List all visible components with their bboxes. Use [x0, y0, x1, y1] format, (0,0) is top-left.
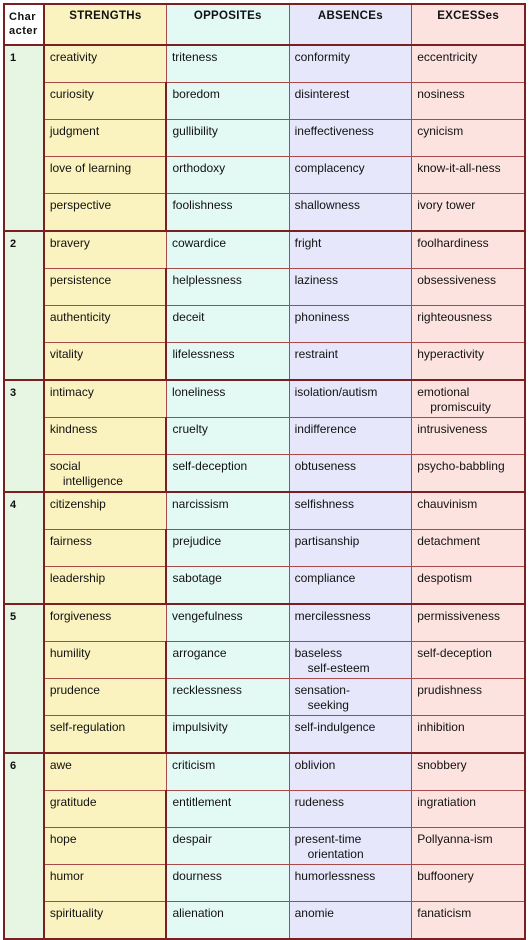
absence-cell	[289, 194, 412, 232]
excess-cell-text: know-it-all-ness	[417, 161, 501, 175]
excess-cell-text: psycho-babbling	[417, 459, 505, 473]
strength-cell	[44, 679, 167, 716]
absences-column-header: ABSENCEs	[289, 4, 412, 45]
opposite-cell-text: arrogance	[172, 646, 227, 660]
excesses-column-header: EXCESSes	[412, 4, 525, 45]
absence-cell	[289, 828, 412, 865]
strength-cell-text: intelligence	[62, 474, 123, 488]
excess-cell-text: inhibition	[417, 720, 465, 734]
excess-cell	[412, 306, 525, 343]
strength-cell	[44, 418, 167, 455]
strength-cell-text: authenticity	[49, 310, 111, 324]
table-row	[4, 343, 525, 381]
absence-cell	[289, 418, 412, 455]
table-body	[4, 45, 525, 939]
strength-cell	[44, 231, 167, 269]
character-group-number: 5	[4, 604, 44, 753]
excess-cell	[412, 380, 525, 418]
absence-cell-text: orientation	[307, 847, 364, 861]
absence-cell-text: obtuseness	[294, 459, 356, 473]
opposite-cell-text: despair	[172, 832, 212, 846]
table-row	[4, 828, 525, 865]
excess-cell-text: cynicism	[417, 124, 464, 138]
excess-cell	[412, 902, 525, 940]
excess-cell	[412, 716, 525, 754]
excess-cell	[412, 45, 525, 83]
opposite-cell	[166, 530, 289, 567]
table-row	[4, 530, 525, 567]
strength-cell	[44, 194, 167, 232]
excess-cell	[412, 120, 525, 157]
opposite-cell	[166, 455, 289, 493]
strength-cell	[44, 604, 167, 642]
absence-cell-text: humorlessness	[294, 869, 376, 883]
absence-cell-text: mercilessness	[294, 609, 371, 623]
absence-cell-text: baseless	[294, 646, 342, 660]
character-group-number: 4	[4, 492, 44, 604]
excess-cell	[412, 455, 525, 493]
excess-cell-text: righteousness	[417, 310, 492, 324]
absence-cell-text: shallowness	[294, 198, 360, 212]
absence-cell	[289, 83, 412, 120]
table-row	[4, 231, 525, 269]
strength-cell	[44, 157, 167, 194]
opposite-cell-text: narcissism	[171, 497, 229, 511]
absence-cell-text: conformity	[294, 50, 350, 64]
excess-cell-text: despotism	[417, 571, 472, 585]
strength-cell-text: social	[49, 459, 81, 473]
strength-cell-text: persistence	[49, 273, 112, 287]
opposite-cell-text: dourness	[172, 869, 222, 883]
absence-cell	[289, 269, 412, 306]
table-row	[4, 157, 525, 194]
character-group-number: 1	[4, 45, 44, 231]
absence-cell-text: fright	[294, 236, 322, 250]
excess-cell-text: eccentricity	[417, 50, 478, 64]
absence-cell-text: oblivion	[294, 758, 336, 772]
strength-cell	[44, 791, 167, 828]
absence-cell	[289, 791, 412, 828]
absence-cell	[289, 567, 412, 605]
absence-cell-text: partisanship	[294, 534, 360, 548]
character-column-header: Char acter	[4, 4, 44, 45]
strength-cell-text: gratitude	[49, 795, 97, 809]
strength-cell-text: hope	[49, 832, 77, 846]
opposite-cell-text: alienation	[172, 906, 224, 920]
excess-cell	[412, 865, 525, 902]
opposite-cell	[166, 753, 289, 791]
excess-cell	[412, 157, 525, 194]
opposite-cell	[166, 791, 289, 828]
opposite-cell	[166, 83, 289, 120]
strength-cell	[44, 83, 167, 120]
absence-cell-text: self-esteem	[307, 661, 370, 675]
character-group-number: 6	[4, 753, 44, 939]
excess-cell-text: Pollyanna-ism	[417, 832, 493, 846]
opposite-cell	[166, 269, 289, 306]
strength-cell	[44, 530, 167, 567]
excess-cell-text: permissiveness	[417, 609, 500, 623]
strength-cell-text: kindness	[49, 422, 98, 436]
strength-cell-text: self-regulation	[49, 720, 126, 734]
excess-cell-text: prudishness	[417, 683, 482, 697]
excess-cell-text: emotional	[417, 385, 470, 399]
table-row	[4, 120, 525, 157]
absence-cell	[289, 45, 412, 83]
opposite-cell-text: recklessness	[172, 683, 242, 697]
absence-cell	[289, 716, 412, 754]
strength-cell-text: humor	[49, 869, 84, 883]
strength-cell	[44, 455, 167, 493]
opposite-cell-text: vengefulness	[171, 609, 243, 623]
opposite-cell	[166, 865, 289, 902]
excess-cell-text: promiscuity	[430, 400, 491, 414]
opposite-cell	[166, 194, 289, 232]
opposite-cell-text: triteness	[171, 50, 218, 64]
excess-cell-text: buffoonery	[417, 869, 474, 883]
absence-cell-text: rudeness	[294, 795, 344, 809]
opposite-cell-text: impulsivity	[172, 720, 228, 734]
excess-cell-text: ivory tower	[417, 198, 476, 212]
excess-cell	[412, 231, 525, 269]
table-row	[4, 642, 525, 679]
strength-cell-text: intimacy	[49, 385, 94, 399]
opposite-cell-text: lifelessness	[172, 347, 235, 361]
absence-cell	[289, 902, 412, 940]
opposite-cell	[166, 157, 289, 194]
absence-cell-text: restraint	[294, 347, 338, 361]
opposite-cell-text: sabotage	[172, 571, 222, 585]
absence-cell-text: selfishness	[294, 497, 354, 511]
table-row	[4, 716, 525, 754]
strength-cell	[44, 716, 167, 754]
strength-cell	[44, 120, 167, 157]
excess-cell-text: foolhardiness	[417, 236, 489, 250]
opposite-cell-text: orthodoxy	[172, 161, 226, 175]
absence-cell	[289, 343, 412, 381]
table-row	[4, 679, 525, 716]
table-row	[4, 418, 525, 455]
excess-cell-text: intrusiveness	[417, 422, 488, 436]
opposite-cell-text: cruelty	[172, 422, 208, 436]
opposite-cell	[166, 902, 289, 940]
opposite-cell-text: boredom	[172, 87, 220, 101]
table-row	[4, 753, 525, 791]
strength-cell-text: perspective	[49, 198, 112, 212]
opposite-cell	[166, 231, 289, 269]
strength-cell	[44, 902, 167, 940]
absence-cell	[289, 306, 412, 343]
absence-cell	[289, 642, 412, 679]
strength-cell	[44, 642, 167, 679]
absence-cell	[289, 604, 412, 642]
excess-cell-text: snobbery	[417, 758, 467, 772]
excess-cell-text: ingratiation	[417, 795, 476, 809]
opposite-cell-text: gullibility	[172, 124, 218, 138]
excess-cell	[412, 83, 525, 120]
excess-cell-text: nosiness	[417, 87, 465, 101]
absence-cell-text: phoniness	[294, 310, 350, 324]
absence-cell	[289, 380, 412, 418]
strength-cell-text: judgment	[49, 124, 100, 138]
opposite-cell-text: foolishness	[172, 198, 233, 212]
excess-cell-text: fanaticism	[417, 906, 472, 920]
strength-cell	[44, 753, 167, 791]
excess-cell	[412, 642, 525, 679]
strength-cell-text: creativity	[49, 50, 98, 64]
table-row	[4, 604, 525, 642]
absence-cell-text: seeking	[307, 698, 349, 712]
table-row	[4, 902, 525, 940]
table-row	[4, 306, 525, 343]
opposite-cell	[166, 642, 289, 679]
table-row	[4, 269, 525, 306]
opposite-cell	[166, 492, 289, 530]
opposite-cell-text: self-deception	[172, 459, 248, 473]
strength-cell-text: spirituality	[49, 906, 104, 920]
excess-cell-text: self-deception	[417, 646, 492, 660]
absence-cell-text: anomie	[294, 906, 334, 920]
excess-cell	[412, 269, 525, 306]
excess-cell	[412, 194, 525, 232]
absence-cell	[289, 231, 412, 269]
absence-cell	[289, 865, 412, 902]
absence-cell	[289, 679, 412, 716]
excess-cell	[412, 492, 525, 530]
strength-cell-text: citizenship	[49, 497, 106, 511]
absence-cell	[289, 120, 412, 157]
opposite-cell-text: entitlement	[172, 795, 232, 809]
opposite-cell	[166, 343, 289, 381]
strength-cell-text: leadership	[49, 571, 106, 585]
table-row	[4, 380, 525, 418]
table-row	[4, 194, 525, 232]
table-row	[4, 567, 525, 605]
strengths-column-header: STRENGTHs	[44, 4, 167, 45]
opposite-cell-text: helplessness	[172, 273, 242, 287]
strength-cell-text: humility	[49, 646, 91, 660]
excess-cell	[412, 418, 525, 455]
opposite-cell	[166, 567, 289, 605]
table-row	[4, 455, 525, 493]
table-row	[4, 83, 525, 120]
strength-cell-text: love of learning	[49, 161, 132, 175]
table-row	[4, 865, 525, 902]
absence-cell	[289, 492, 412, 530]
excess-cell-text: chauvinism	[417, 497, 478, 511]
absence-cell-text: disinterest	[294, 87, 350, 101]
excess-cell	[412, 828, 525, 865]
opposite-cell-text: prejudice	[172, 534, 222, 548]
strength-cell-text: forgiveness	[49, 609, 112, 623]
absence-cell-text: ineffectiveness	[294, 124, 374, 138]
strength-cell-text: bravery	[49, 236, 90, 250]
opposite-cell	[166, 306, 289, 343]
excess-cell	[412, 753, 525, 791]
strength-cell-text: vitality	[49, 347, 84, 361]
strength-cell	[44, 269, 167, 306]
character-group-number: 3	[4, 380, 44, 492]
absence-cell-text: self-indulgence	[294, 720, 376, 734]
strength-cell-text: curiosity	[49, 87, 94, 101]
opposite-cell-text: criticism	[171, 758, 216, 772]
absence-cell-text: indifference	[294, 422, 357, 436]
opposite-cell	[166, 45, 289, 83]
character-group-number: 2	[4, 231, 44, 380]
strength-cell	[44, 306, 167, 343]
excess-cell-text: detachment	[417, 534, 480, 548]
header-row	[4, 4, 525, 45]
opposite-cell	[166, 828, 289, 865]
strength-cell-text: fairness	[49, 534, 92, 548]
excess-cell	[412, 604, 525, 642]
opposite-cell	[166, 120, 289, 157]
opposite-cell-text: cowardice	[171, 236, 226, 250]
strength-cell	[44, 343, 167, 381]
strength-cell	[44, 865, 167, 902]
strength-cell	[44, 567, 167, 605]
opposite-cell	[166, 418, 289, 455]
opposite-cell	[166, 679, 289, 716]
table-row	[4, 791, 525, 828]
character-strengths-table	[3, 3, 526, 940]
excess-cell	[412, 791, 525, 828]
strength-cell	[44, 380, 167, 418]
opposite-cell	[166, 716, 289, 754]
absence-cell	[289, 157, 412, 194]
strength-cell	[44, 828, 167, 865]
opposite-cell	[166, 604, 289, 642]
excess-cell-text: obsessiveness	[417, 273, 496, 287]
absence-cell	[289, 753, 412, 791]
absence-cell	[289, 455, 412, 493]
strength-cell	[44, 45, 167, 83]
excess-cell	[412, 679, 525, 716]
table-row	[4, 45, 525, 83]
absence-cell-text: laziness	[294, 273, 338, 287]
absence-cell-text: isolation/autism	[294, 385, 378, 399]
opposite-cell-text: deceit	[172, 310, 205, 324]
table-row	[4, 492, 525, 530]
excess-cell	[412, 530, 525, 567]
absence-cell-text: sensation-	[294, 683, 350, 697]
opposite-cell	[166, 380, 289, 418]
strength-cell	[44, 492, 167, 530]
absence-cell-text: present-time	[294, 832, 362, 846]
strength-cell-text: awe	[49, 758, 72, 772]
strength-cell-text: prudence	[49, 683, 100, 697]
excess-cell	[412, 343, 525, 381]
absence-cell-text: compliance	[294, 571, 356, 585]
excess-cell	[412, 567, 525, 605]
absence-cell-text: complacency	[294, 161, 365, 175]
absence-cell	[289, 530, 412, 567]
opposites-column-header: OPPOSITEs	[166, 4, 289, 45]
opposite-cell-text: loneliness	[171, 385, 226, 399]
excess-cell-text: hyperactivity	[417, 347, 484, 361]
